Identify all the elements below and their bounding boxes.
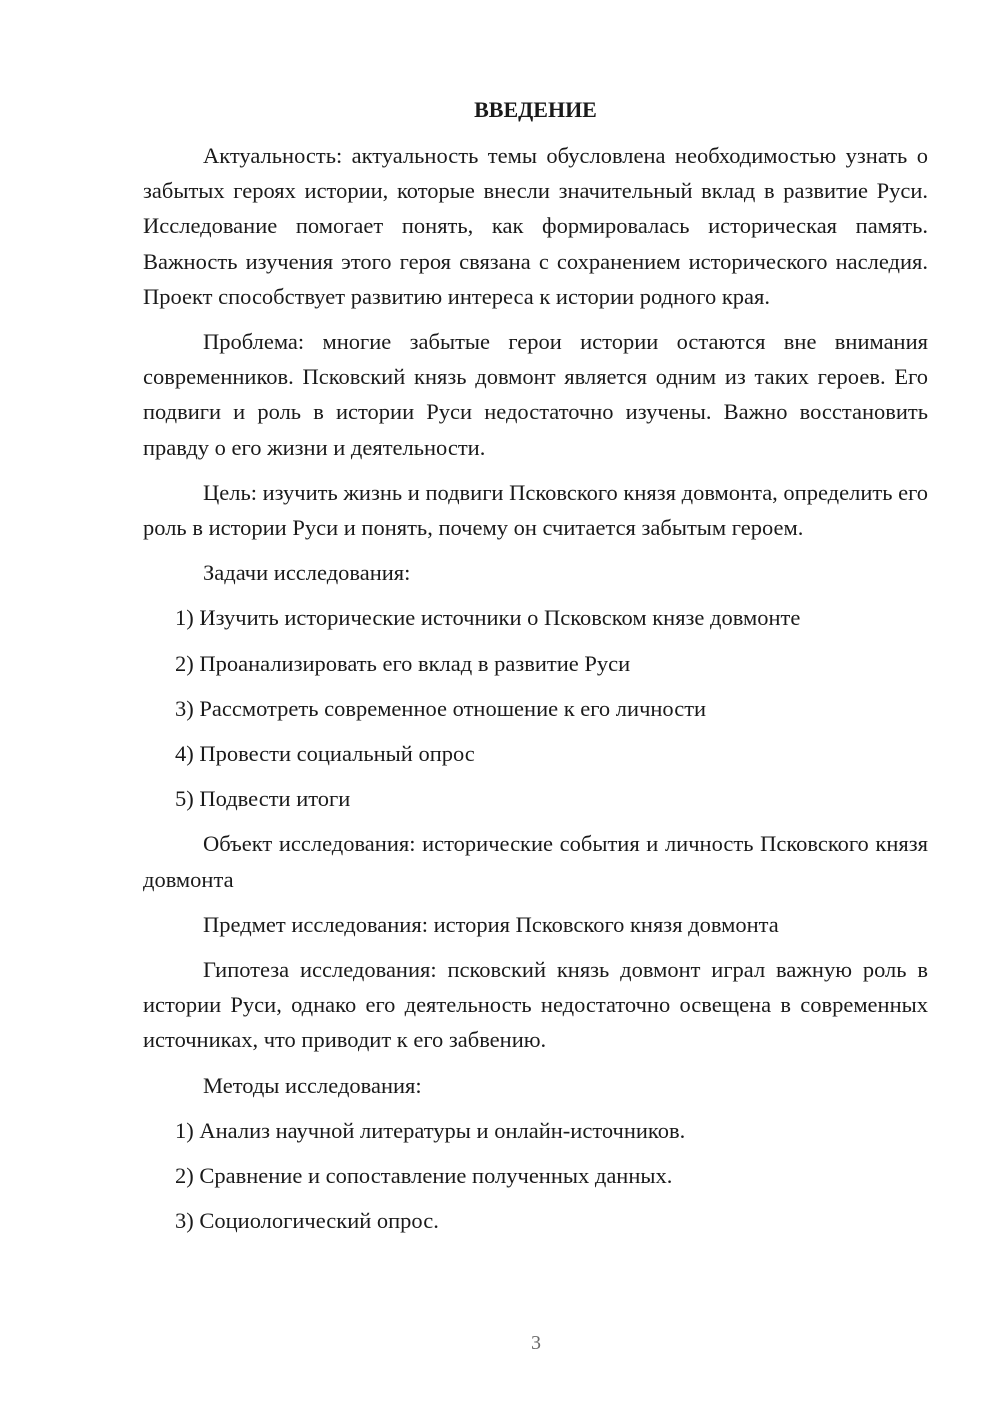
tasks-list [143, 600, 928, 816]
document-body [143, 92, 928, 1248]
relevance-paragraph: Актуальность: актуальность темы обусловлена необходимостью узнать о забытых героях истории, которые внесли значительный вклад в развитие Руси. Исследование помогает понять, как формировалась историческая память. Важность изучения этого героя связана с сохранением исторического наследия. Проект способствует развитию интереса к истории родного края. [143, 143, 928, 309]
problem-paragraph: Проблема: многие забытые герои истории остаются вне внимания современников. Псковский князь довмонт является одним из таких героев. Его подвиги и роль в истории Руси недостаточно изучены. Важно восстановить правду о его жизни и деятельности. [143, 329, 928, 460]
task-item: 4) Провести социальный опрос [175, 741, 475, 767]
tasks-heading: Задачи исследования: [203, 560, 411, 586]
method-item: 3) Социологический опрос. [175, 1208, 439, 1234]
method-item: 2) Сравнение и сопоставление полученных данных. [175, 1163, 673, 1189]
task-item: 5) Подвести итоги [175, 786, 351, 812]
methods-heading: Методы исследования: [203, 1072, 422, 1098]
method-item: 1) Анализ научной литературы и онлайн-источников. [175, 1117, 686, 1143]
task-item: 1) Изучить исторические источники о Псковском князе довмонте [175, 605, 801, 631]
task-item: 2) Проанализировать его вклад в развитие Руси [175, 650, 631, 676]
methods-list [143, 1113, 928, 1239]
page-number: 3 [531, 1332, 541, 1354]
subject-paragraph: Предмет исследования: история Псковского князя довмонта [203, 911, 779, 937]
hypothesis-paragraph: Гипотеза исследования: псковский князь довмонт играл важную роль в истории Руси, однако его деятельность недостаточно освещена в современных источниках, что приводит к его забвению. [143, 957, 928, 1053]
object-paragraph: Объект исследования: исторические события и личность Псковского князя довмонта [143, 831, 928, 892]
task-item: 3) Рассмотреть современное отношение к его личности [175, 695, 707, 721]
goal-paragraph: Цель: изучить жизнь и подвиги Псковского князя довмонта, определить его роль в истории Руси и понять, почему он считается забытым героем. [143, 479, 928, 541]
section-title: ВВЕДЕНИЕ [474, 97, 597, 122]
